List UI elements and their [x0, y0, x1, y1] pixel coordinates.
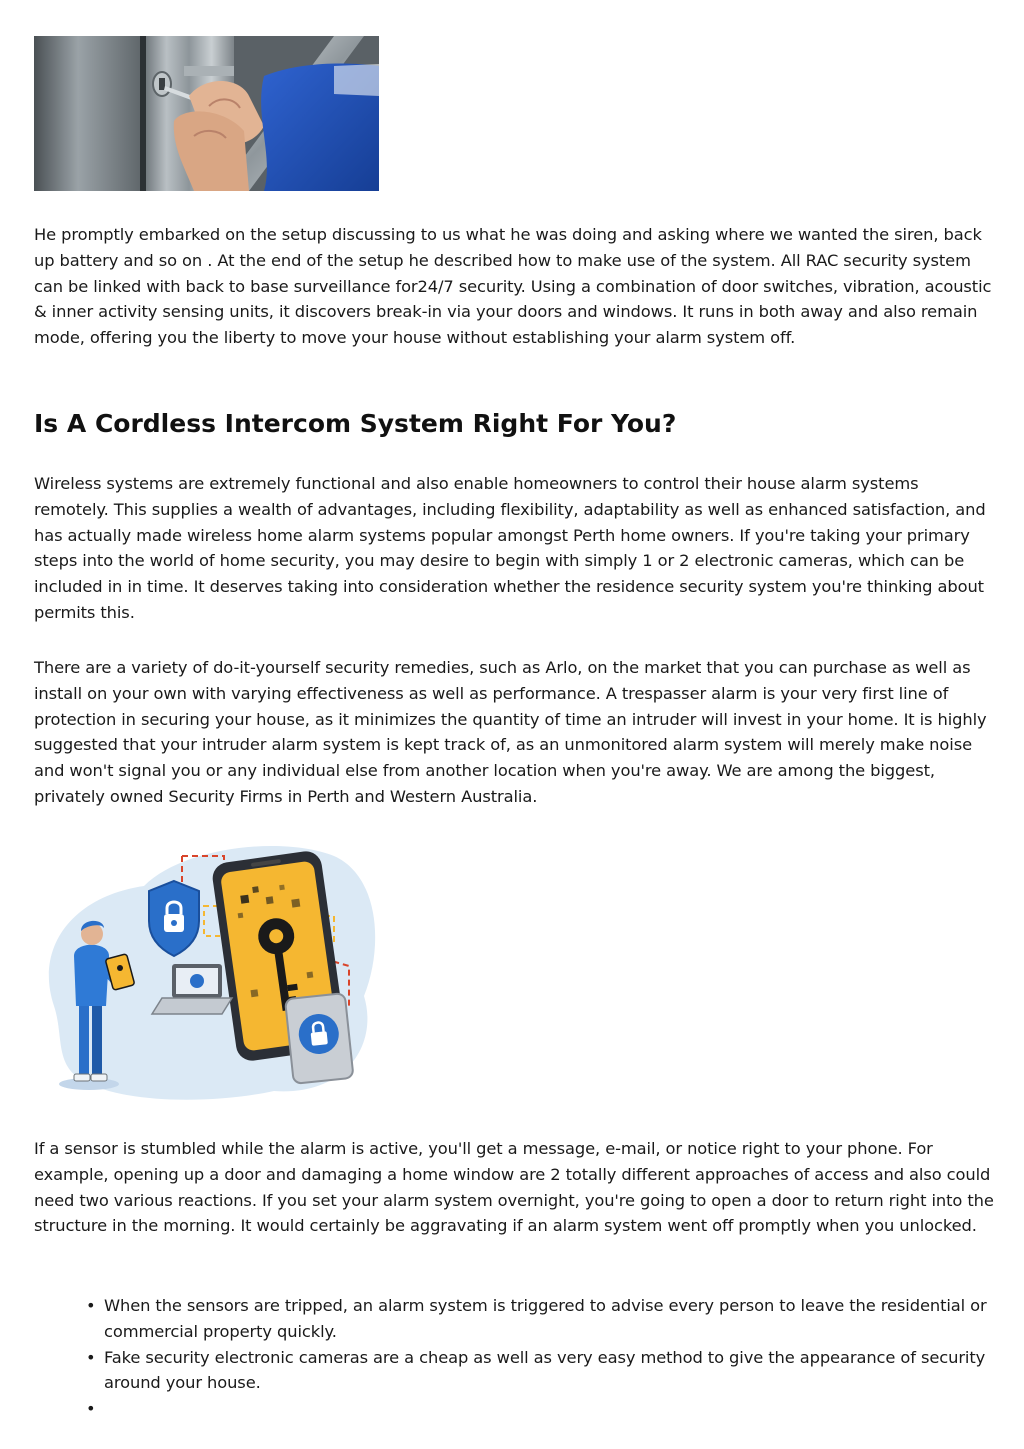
list-item: [86, 1396, 996, 1422]
list-item: [86, 1345, 996, 1397]
list-item-text: When the sensors are tripped, an alarm system is triggered to advise every person to leave the residential or commercial property quickly.: [104, 1296, 987, 1341]
lock-picking-photo: [34, 36, 379, 191]
list-item-text: Fake security electronic cameras are a cheap as well as very easy method to give the appearance of security around your house.: [104, 1347, 986, 1393]
diy-security-paragraph: There are a variety of do-it-yourself security remedies, such as Arlo, on the market that you can purchase as well as install on your own with varying effectiveness as well as performance. A trespasser alarm is your very first line of protection in securing your house, as it minimizes the quantity of time an intruder will invest in your home. It is highly suggested that your intruder alarm system is kept track of, as an unmonitored alarm system will merely make noise and won't signal you or any individual else from another location when you're away. We are among the biggest, privately owned Security Firms in Perth and Western Australia.: [34, 658, 987, 806]
sensor-paragraph: If a sensor is stumbled while the alarm is active, you'll get a message, e-mail, or notice right to your phone. For example, opening up a door and damaging a home window are 2 totally different approaches of access and also could need two various reactions. If you set your alarm system overnight, you're going to open a door to return right into the structure in the morning. It would certainly be aggravating if an alarm system went off promptly when you unlocked.: [34, 1139, 994, 1236]
wireless-paragraph: Wireless systems are extremely functional and also enable homeowners to control their house alarm systems remotely. This supplies a wealth of advantages, including flexibility, adaptability as well as enhanced satisfaction, and has actually made wireless home alarm systems popular amongst Perth home owners. If you're taking your primary steps into the world of home security, you may desire to begin with simply 1 or 2 electronic cameras, which can be included in in time. It deserves taking into consideration whether the residence security system you're thinking about permits this.: [34, 474, 986, 622]
bullet-glyph: •: [86, 1399, 96, 1419]
bullet-list: [86, 1293, 996, 1422]
bullet-glyph: •: [86, 1347, 96, 1367]
list-item: [86, 1293, 996, 1345]
section-heading: Is A Cordless Intercom System Right For You?: [34, 409, 677, 438]
bullet-glyph: •: [86, 1296, 96, 1315]
intro-paragraph: He promptly embarked on the setup discussing to us what he was doing and asking where we wanted the siren, back up battery and so on . At the end of the setup he described how to make use of the system. All RAC security system can be linked with back to base surveillance for24/7 security. Using a combination of door switches, vibration, acoustic & inner activity sensing units, it discovers break-in via your doors and windows. It runs in both away and also remain mode, offering you the liberty to move your house without establishing your alarm system off.: [34, 225, 992, 348]
security-illustration: [34, 836, 379, 1104]
